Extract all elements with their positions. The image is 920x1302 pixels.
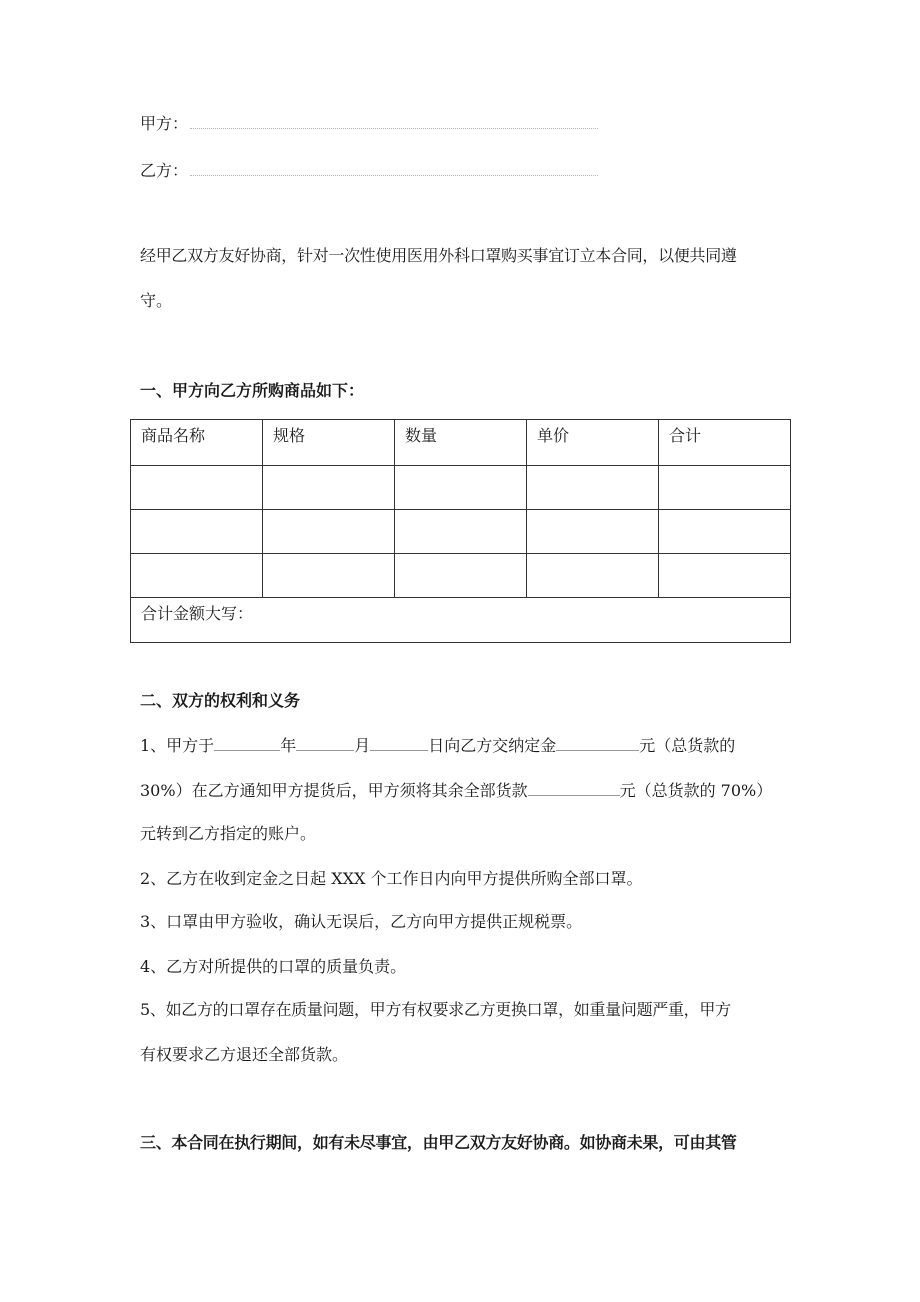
table-cell[interactable] xyxy=(527,554,659,598)
table-total-row xyxy=(131,598,791,643)
item-3: 3、口罩由甲方验收，确认无误后，乙方向甲方提供正规税票。 xyxy=(140,912,583,931)
table-header-row xyxy=(131,420,791,466)
table-cell[interactable] xyxy=(659,554,791,598)
item-1-text-g: 元（总货款的 70%） xyxy=(619,781,773,800)
table-cell[interactable] xyxy=(131,554,263,598)
intro-line-2: 守。 xyxy=(140,291,173,310)
item-1-text-b: 年 xyxy=(280,736,297,755)
section-2-heading: 二、双方的权利和义务 xyxy=(140,691,301,710)
header-spec: 规格 xyxy=(263,420,395,466)
party-b-field[interactable] xyxy=(190,175,598,176)
table-cell[interactable] xyxy=(395,554,527,598)
table-cell[interactable] xyxy=(263,510,395,554)
table-cell[interactable] xyxy=(395,466,527,510)
table-row xyxy=(131,554,791,598)
item-1-text-d: 日向乙方交纳定金 xyxy=(428,736,557,755)
goods-table xyxy=(130,419,791,643)
item-1-text-a: 1、甲方于 xyxy=(140,736,215,755)
table-cell[interactable] xyxy=(659,510,791,554)
table-cell[interactable] xyxy=(659,466,791,510)
day-blank[interactable] xyxy=(370,736,428,751)
item-1-line-2 xyxy=(140,781,772,801)
header-unit-price: 单价 xyxy=(527,420,659,466)
table-cell[interactable] xyxy=(263,554,395,598)
table-cell[interactable] xyxy=(263,466,395,510)
party-b-label: 乙方： xyxy=(140,161,189,180)
item-1-text-e: 元（总货款的 xyxy=(639,736,736,755)
table-cell[interactable] xyxy=(131,510,263,554)
table-cell[interactable] xyxy=(131,466,263,510)
remaining-amount-blank[interactable] xyxy=(528,781,620,796)
header-product-name: 商品名称 xyxy=(131,420,263,466)
total-amount-cell[interactable]: 合计金额大写： xyxy=(131,598,791,643)
party-a-label: 甲方： xyxy=(140,114,189,133)
header-quantity: 数量 xyxy=(395,420,527,466)
month-blank[interactable] xyxy=(296,736,354,751)
item-1-text-f: 30%）在乙方通知甲方提货后，甲方须将其余全部货款 xyxy=(140,781,528,800)
table-cell[interactable] xyxy=(395,510,527,554)
table-row xyxy=(131,466,791,510)
section-1-heading: 一、甲方向乙方所购商品如下： xyxy=(140,381,365,400)
table-cell[interactable] xyxy=(527,510,659,554)
intro-line-1: 经甲乙双方友好协商，针对一次性使用医用外科口罩购买事宜订立本合同，以便共同遵 xyxy=(140,246,737,265)
deposit-amount-blank[interactable] xyxy=(556,736,639,751)
item-2: 2、乙方在收到定金之日起 XXX 个工作日内向甲方提供所购全部口罩。 xyxy=(140,869,643,888)
item-5-line-1: 5、如乙方的口罩存在质量问题，甲方有权要求乙方更换口罩，如重量问题严重，甲方 xyxy=(140,1000,731,1019)
item-5-line-2: 有权要求乙方退还全部货款。 xyxy=(140,1045,349,1064)
item-1-line-1 xyxy=(140,736,735,756)
year-blank[interactable] xyxy=(214,736,280,751)
section-3-heading: 三、本合同在执行期间，如有未尽事宜，由甲乙双方友好协商。如协商未果，可由其管 xyxy=(140,1133,737,1152)
item-4: 4、乙方对所提供的口罩的质量负责。 xyxy=(140,957,407,976)
table-row xyxy=(131,510,791,554)
table-cell[interactable] xyxy=(527,466,659,510)
header-total: 合计 xyxy=(659,420,791,466)
item-1-line-3: 元转到乙方指定的账户。 xyxy=(140,824,317,843)
party-a-field[interactable] xyxy=(190,128,598,129)
item-1-text-c: 月 xyxy=(354,736,371,755)
